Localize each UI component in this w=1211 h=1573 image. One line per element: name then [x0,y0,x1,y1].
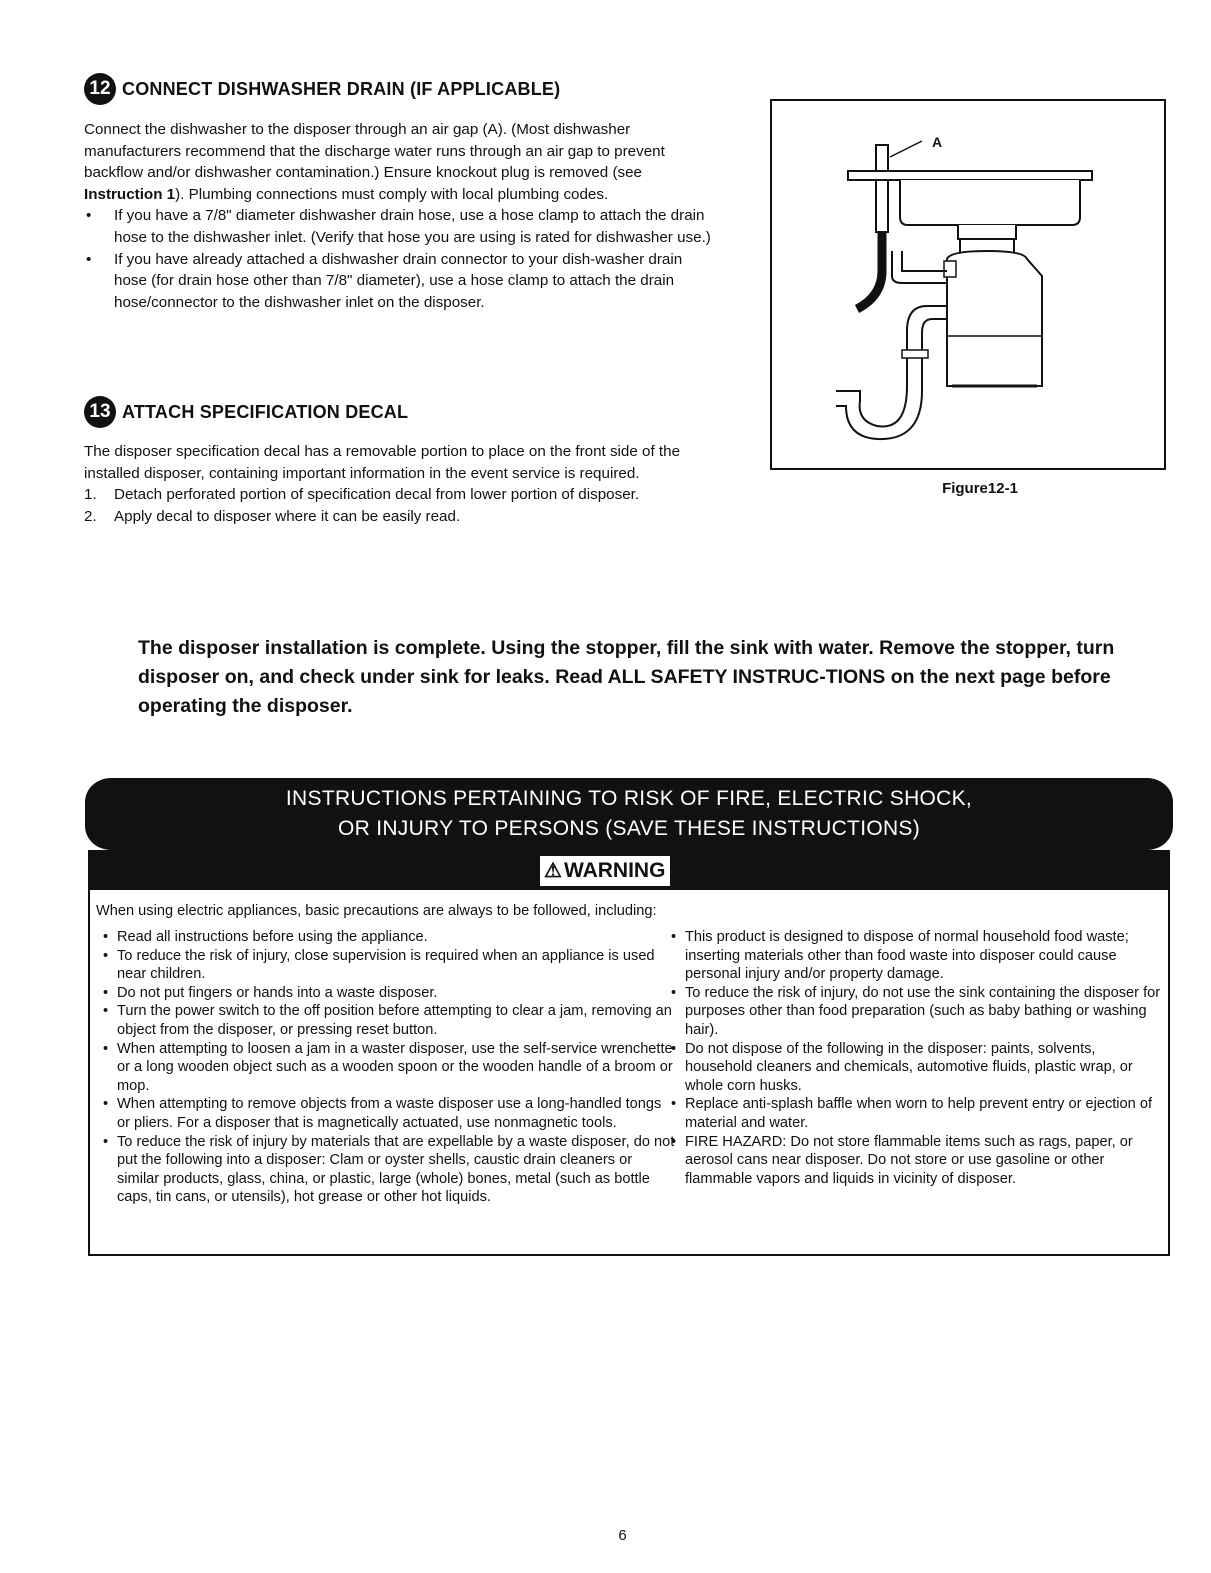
instruction-reference: Instruction 1 [84,185,176,203]
page-number: 6 [618,1527,627,1544]
step-12-intro [84,119,714,205]
numbered-step [84,506,714,528]
figure-12-1-frame [770,99,1166,470]
bullet-item: • If you have a 7/8" diameter dishwasher drain hose, use a hose clamp to attach the drain hose to the dishwasher inlet. (Verify that hose you are using is rated for dishwasher use.) [84,205,714,248]
warning-bullet: • To reduce the risk of injury, do not use the sink containing the disposer for purposes other than food preparation (such as baby bathing or washing hair). [668,984,1164,1040]
step-title: CONNECT DISHWASHER DRAIN (IF APPLICABLE) [122,78,561,99]
warning-label [540,856,670,886]
step-title: ATTACH SPECIFICATION DECAL [122,401,409,422]
step-12-bullets [84,205,714,313]
warning-bullet: • Turn the power switch to the off position before attempting to clear a jam, removing an object from the disposer, or pressing reset button. [100,1002,675,1039]
banner-line-2: OR INJURY TO PERSONS (SAVE THESE INSTRUCTIONS) [337,817,921,840]
safety-instructions-banner [85,778,1173,850]
numbered-step [84,484,714,506]
warning-left-column [100,928,675,1207]
bullet-item: • If you have already attached a dishwasher drain connector to your dish-washer drain hose (for drain hose other than 7/8" diameter), use a hose clamp to attach the drain hose/connector to the dishwasher inlet on the disposer. [84,249,714,314]
warning-bullet: • To reduce the risk of injury, close supervision is required when an appliance is used near children. [100,947,675,984]
intro-text: Connect the dishwasher to the disposer through an air gap (A). (Most dishwasher manufacturers recommend that the discharge water runs through an air gap to prevent backflow and/or dishwasher contamination.) Ensure knockout plug is removed (see [84,121,665,182]
step-number-badge: 13 [84,396,116,428]
warning-bullet: • Replace anti-splash baffle when worn to help prevent entry or ejection of material and water. [668,1095,1164,1132]
banner-line-1: INSTRUCTIONS PERTAINING TO RISK OF FIRE, ELECTRIC SHOCK, [285,787,973,810]
warning-bullet: • Do not dispose of the following in the disposer: paints, solvents, household cleaners and chemicals, automotive fluids, plastic wrap, or whole corn husks. [668,1040,1164,1096]
label-a: A [932,134,943,150]
figure-caption: Figure12-1 [942,480,1018,497]
warning-bullet: • FIRE HAZARD: Do not store flammable items such as rags, paper, or aerosol cans near disposer. Do not store or use gasoline or other flammable vapors and liquids in vicinity of disposer. [668,1133,1164,1189]
step-12-body [84,119,714,313]
installation-complete-note: The disposer installation is complete. Using the stopper, fill the sink with water. Remove the stopper, turn disposer on, and check under sink for leaks. Read ALL SAFETY INSTRUC-TIONS on the next page before operating the disposer. [138,637,1115,717]
step-text: Detach perforated portion of specification decal from lower portion of disposer. [114,486,640,504]
step-13-heading [84,396,408,428]
warning-right-column [668,928,1164,1188]
warning-bullet: • Do not put fingers or hands into a waste disposer. [100,984,675,1003]
step-13-body [84,441,714,527]
warning-triangle-icon: ⚠ [544,860,562,882]
step-13-steps [84,484,714,527]
step-index: 2. [84,507,97,525]
warning-label-text: WARNING [563,859,666,882]
step-index: 1. [84,486,97,504]
warning-bullet: • To reduce the risk of injury by materials that are expellable by a waste disposer, do not put the following into a disposer: Clam or oyster shells, caustic drain cleaners or similar products, glass, china, or plastic, large (whole) bones, metal (such as bottle caps, tin cans, or utensils), hot grease or other hot liquids. [100,1133,675,1207]
step-number-badge: 12 [84,73,116,105]
warning-bullet: • When attempting to remove objects from a waste disposer use a long-handled tongs or pliers. For a disposer that is magnetically actuated, use nonmagnetic tools. [100,1095,675,1132]
step-12-heading [84,73,560,105]
intro-text-end: ). Plumbing connections must comply with local plumbing codes. [175,185,609,203]
warning-bullet: • Read all instructions before using the appliance. [100,928,675,947]
warning-intro: When using electric appliances, basic precautions are always to be followed, including: [96,903,657,919]
warning-bullet: • When attempting to loosen a jam in a waster disposer, use the self-service wrenchette or a long wooden object such as a wooden spoon or the wooden handle of a broom or mop. [100,1040,675,1096]
disposer-diagram [772,101,1164,468]
step-13-intro: The disposer specification decal has a removable portion to place on the front side of the installed disposer, containing important information in the event service is required. [84,443,681,482]
warning-bullet: • This product is designed to dispose of normal household food waste; inserting materials other than food waste into disposer could cause personal injury and/or property damage. [668,928,1164,984]
step-text: Apply decal to disposer where it can be easily read. [114,507,461,525]
